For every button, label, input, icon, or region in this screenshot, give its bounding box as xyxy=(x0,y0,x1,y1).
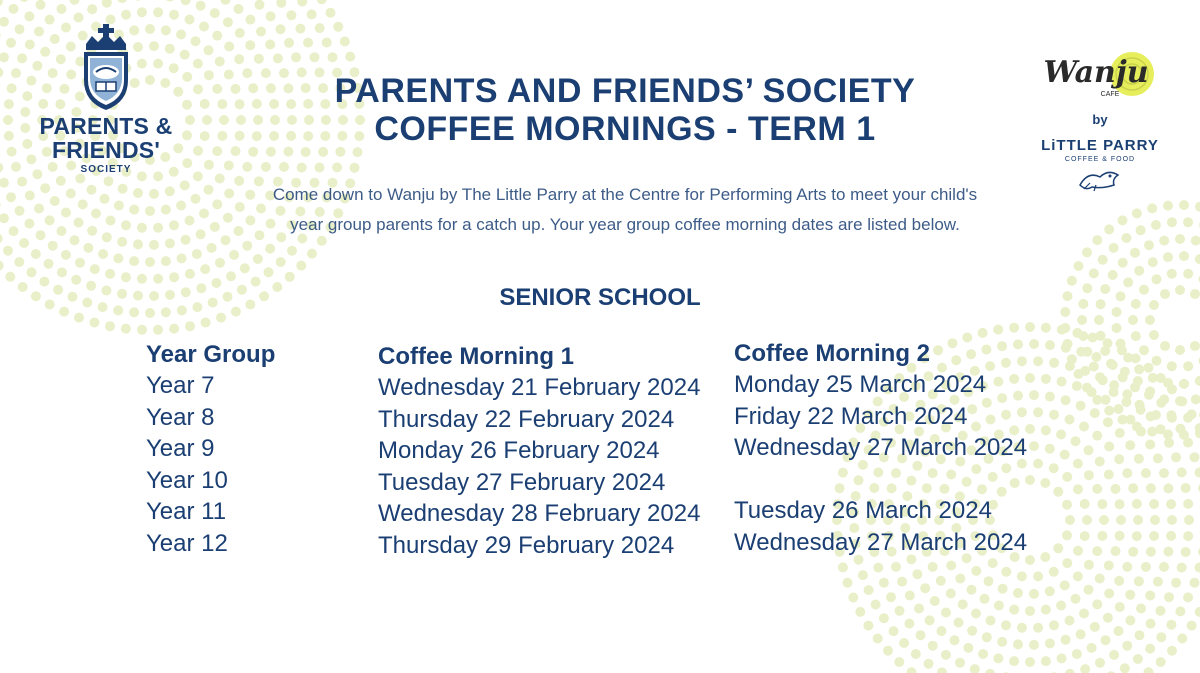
year-cell: Year 10 xyxy=(146,466,228,494)
parents-friends-logo xyxy=(28,22,184,175)
wanju-wordmark: Wanju xyxy=(1043,55,1149,90)
by-label: by xyxy=(1092,112,1108,127)
year-group-header: Year Group xyxy=(146,341,276,368)
logo-name: PARENTS & FRIENDS' xyxy=(39,113,173,163)
cafe-label: CAFE xyxy=(1100,91,1120,98)
year-cell: Year 9 xyxy=(146,435,215,462)
intro-line-2: year group parents for a catch up. Your year group coffee morning dates are listed below. xyxy=(290,215,960,234)
page-title xyxy=(240,72,1010,148)
section-heading: SENIOR SCHOOL xyxy=(499,284,701,311)
logo-society: SOCIETY xyxy=(80,164,132,175)
wanju-logo-icon xyxy=(1040,44,1160,104)
bird-icon xyxy=(1070,165,1130,193)
year-group-column xyxy=(146,340,275,559)
morning-2-date: Monday 25 March 2024 xyxy=(734,371,987,398)
morning-1-date: Thursday 29 February 2024 xyxy=(378,531,675,559)
little-parry-name: LiTTLE PARRY xyxy=(1041,137,1159,154)
title-line-1: PARENTS AND FRIENDS’ SOCIETY xyxy=(334,72,916,110)
intro-line-1: Come down to Wanju by The Little Parry at the Centre for Performing Arts to meet your child's xyxy=(272,185,978,204)
year-cell: Year 7 xyxy=(146,372,215,399)
coffee-morning-1-column xyxy=(378,342,700,561)
school-crest-icon xyxy=(74,22,138,112)
coffee-morning-1-header: Coffee Morning 1 xyxy=(378,343,574,370)
morning-1-date: Wednesday 28 February 2024 xyxy=(378,500,701,527)
little-parry-subtitle: COFFEE & FOOD xyxy=(1064,156,1136,163)
morning-1-date: Tuesday 27 February 2024 xyxy=(378,468,666,496)
morning-1-date: Monday 26 February 2024 xyxy=(378,437,660,464)
morning-2-date: Wednesday 27 March 2024 xyxy=(734,528,1028,556)
coffee-morning-2-header: Coffee Morning 2 xyxy=(734,340,930,367)
wanju-cafe-logo xyxy=(1030,44,1170,193)
year-cell: Year 8 xyxy=(146,403,215,431)
morning-2-date xyxy=(734,464,1027,496)
year-cell: Year 12 xyxy=(146,529,228,557)
coffee-morning-2-column xyxy=(734,339,1027,558)
intro-text xyxy=(240,180,1010,240)
morning-2-date: Tuesday 26 March 2024 xyxy=(734,497,992,524)
morning-1-date: Thursday 22 February 2024 xyxy=(378,405,675,433)
morning-1-date: Wednesday 21 February 2024 xyxy=(378,374,701,401)
morning-2-date: Friday 22 March 2024 xyxy=(734,402,968,430)
morning-2-date: Wednesday 27 March 2024 xyxy=(734,434,1028,461)
year-cell: Year 11 xyxy=(146,498,227,525)
title-line-2: COFFEE MORNINGS - TERM 1 xyxy=(374,110,876,148)
